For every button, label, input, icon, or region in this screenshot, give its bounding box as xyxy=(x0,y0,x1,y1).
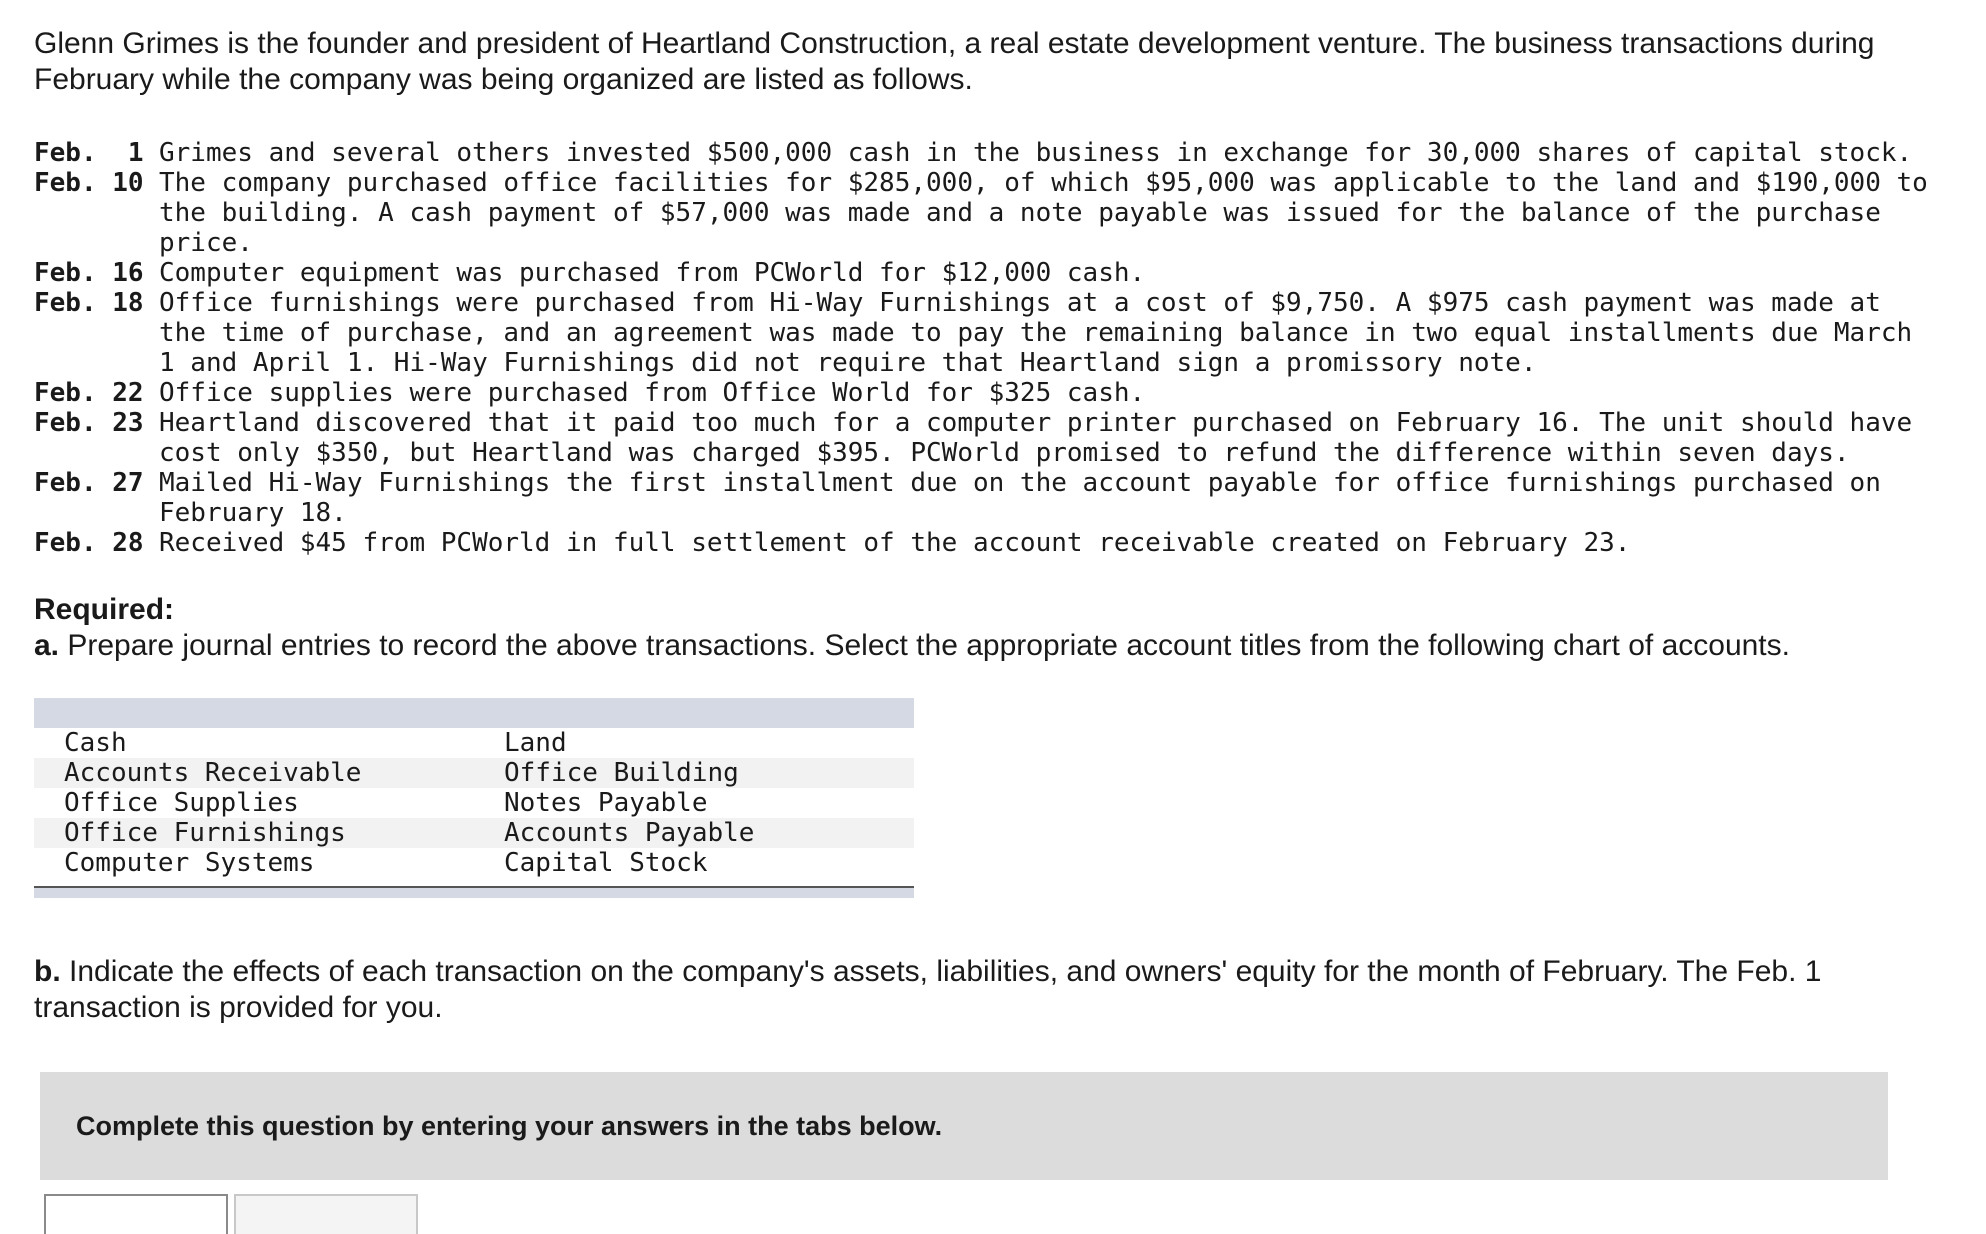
account-name: Computer Systems xyxy=(64,848,315,878)
transaction-list xyxy=(34,138,1934,558)
accounts-row xyxy=(34,848,914,879)
account-name: Land xyxy=(504,728,567,758)
accounts-row xyxy=(34,818,914,848)
account-name: Notes Payable xyxy=(504,788,708,818)
transaction-date: Feb. 1 xyxy=(34,138,144,168)
transaction-date: Feb. 27 xyxy=(34,468,144,498)
transaction-text: Office supplies were purchased from Office World for $325 cash. xyxy=(159,378,1146,408)
part-b-instruction xyxy=(34,954,1934,1026)
account-name: Office Building xyxy=(504,758,739,788)
problem-page xyxy=(34,26,1934,1234)
transaction-text: Grimes and several others invested $500,000 cash in the business in exchange for 30,000 shares of capital stock. xyxy=(159,138,1913,168)
intro-paragraph: Glenn Grimes is the founder and president of Heartland Construction, a real estate development venture. The business transactions during February while the company was being organized are listed as follows. xyxy=(34,27,1875,96)
transaction-date: Feb. 18 xyxy=(34,288,144,318)
transaction-text: Heartland discovered that it paid too much for a computer printer purchased on February 16. The unit should have cost only $350, but Heartland was charged $395. PCWorld promised to refund the difference within seven days. xyxy=(159,408,1913,468)
transaction-date: Feb. 23 xyxy=(34,408,144,438)
account-name: Accounts Payable xyxy=(504,818,755,848)
tab-required-b[interactable] xyxy=(234,1194,418,1234)
transaction-text: Received $45 from PCWorld in full settlement of the account receivable created on February 23. xyxy=(159,528,1631,558)
transaction-text: Computer equipment was purchased from PCWorld for $12,000 cash. xyxy=(159,258,1146,288)
required-section xyxy=(34,592,1934,664)
transaction-item xyxy=(34,528,1934,558)
instruction-text: Complete this question by entering your answers in the tabs below. xyxy=(76,1110,943,1141)
transaction-item xyxy=(34,468,1934,528)
answer-tabs xyxy=(44,1194,1934,1234)
required-heading: Required: xyxy=(34,593,175,626)
part-a-letter: a. xyxy=(34,629,60,662)
transaction-text: Office furnishings were purchased from Hi-Way Furnishings at a cost of $9,750. A $975 cash payment was made at the time of purchase, and an agreement was made to pay the remaining balance in two equal installments due March 1 and April 1. Hi-Way Furnishings did not require that Heartland sign a promissory note. xyxy=(159,288,1913,378)
transaction-date: Feb. 28 xyxy=(34,528,144,558)
transaction-text: Mailed Hi-Way Furnishings the first installment due on the account payable for office furnishings purchased on February 18. xyxy=(159,468,1881,528)
transaction-item xyxy=(34,258,1934,288)
tab-required-a[interactable] xyxy=(44,1194,228,1234)
transaction-date: Feb. 10 xyxy=(34,168,144,198)
accounts-row xyxy=(34,728,914,758)
accounts-scroll-rule xyxy=(34,886,914,888)
part-a-text: Prepare journal entries to record the above transactions. Select the appropriate account titles from the following chart of accounts. xyxy=(59,629,1790,662)
account-name: Capital Stock xyxy=(504,848,708,878)
chart-of-accounts-table xyxy=(34,698,914,898)
transaction-item xyxy=(34,408,1934,468)
transaction-item xyxy=(34,288,1934,378)
accounts-row xyxy=(34,758,914,788)
instruction-banner xyxy=(40,1072,1888,1180)
account-name: Office Furnishings xyxy=(64,818,346,848)
transaction-item xyxy=(34,168,1934,258)
accounts-row xyxy=(34,788,914,818)
transaction-text: The company purchased office facilities for $285,000, of which $95,000 was applicable to the land and $190,000 to the building. A cash payment of $57,000 was made and a note payable was issued for the balance of the purchase price. xyxy=(159,168,1928,258)
accounts-header-bar xyxy=(34,698,914,728)
account-name: Cash xyxy=(64,728,127,758)
account-name: Office Supplies xyxy=(64,788,299,818)
transaction-date: Feb. 22 xyxy=(34,378,144,408)
transaction-item xyxy=(34,378,1934,408)
account-name: Accounts Receivable xyxy=(64,758,362,788)
part-b-text: Indicate the effects of each transaction on the company's assets, liabilities, and owners' equity for the month of February. The Feb. 1 transaction is provided for you. xyxy=(34,955,1822,1024)
part-a-instruction xyxy=(34,628,1934,664)
transaction-date: Feb. 16 xyxy=(34,258,144,288)
transaction-item xyxy=(34,138,1934,168)
part-b-letter: b. xyxy=(34,955,61,988)
